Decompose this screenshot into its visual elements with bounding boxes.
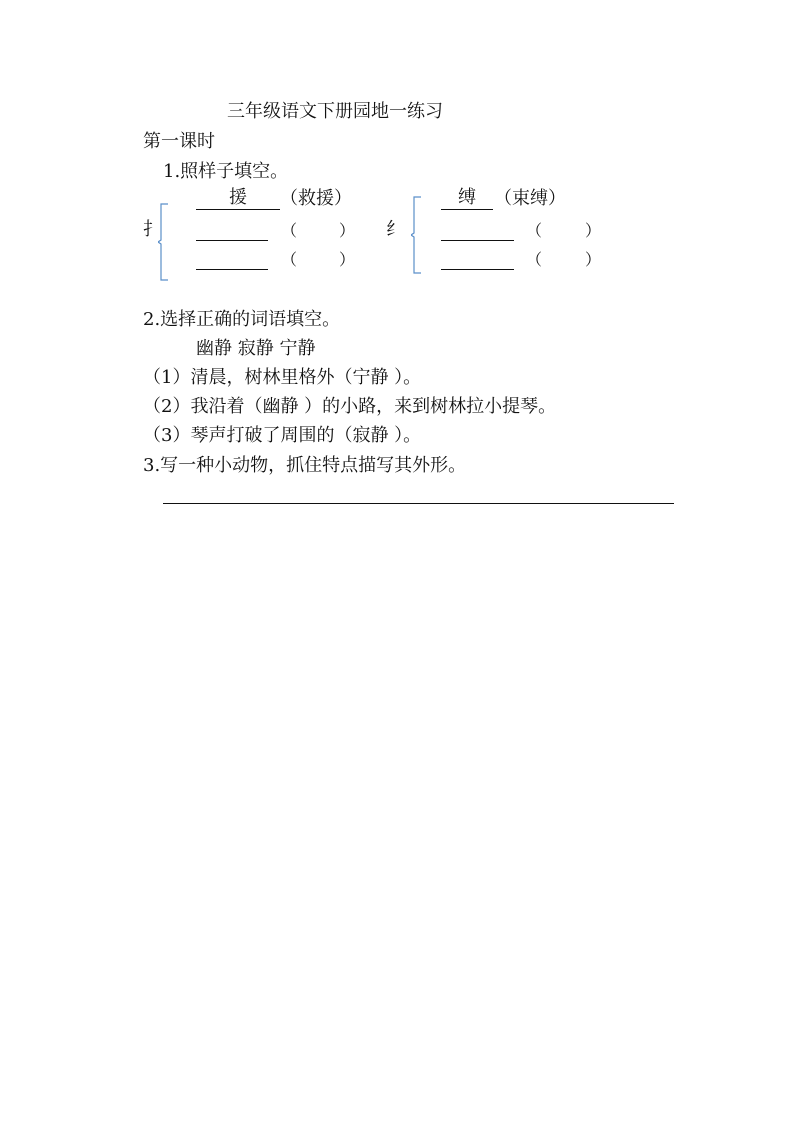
page-title: 三年级语文下册园地一练习 (227, 101, 443, 122)
fill-blank-1a[interactable] (196, 240, 268, 241)
example-word-2: （束缚） (494, 188, 566, 209)
close-paren-1a: ） (339, 221, 356, 240)
lesson-heading: 第一课时 (143, 131, 215, 152)
question-2-item-3: （3）琴声打破了周围的（寂静 ）。 (143, 425, 422, 446)
example-char-2: 缚 (458, 187, 476, 208)
radical-hand: 扌 (143, 219, 161, 240)
word-options: 幽静 寂静 宁静 (196, 338, 316, 359)
question-1-prompt: 1.照样子填空。 (163, 161, 289, 182)
left-brace-icon (411, 196, 423, 274)
question-2-prompt: 2.选择正确的词语填空。 (143, 309, 341, 330)
example-underline-2 (441, 209, 493, 210)
radical-silk: 纟 (386, 219, 404, 240)
fill-blank-2a[interactable] (441, 240, 514, 241)
open-paren-1a: （ (281, 221, 298, 240)
open-paren-2a: （ (526, 221, 543, 240)
open-paren-1b: （ (281, 250, 298, 269)
fill-blank-1b[interactable] (196, 269, 268, 270)
open-paren-2b: （ (526, 250, 543, 269)
example-underline-1 (196, 209, 280, 210)
question-2-item-1: （1）清晨，树林里格外（宁静 ）。 (143, 367, 422, 388)
example-char-1: 援 (229, 187, 247, 208)
fill-blank-2b[interactable] (441, 269, 514, 270)
answer-line[interactable] (163, 503, 674, 504)
close-paren-2b: ） (585, 250, 602, 269)
close-paren-1b: ） (339, 250, 356, 269)
close-paren-2a: ） (585, 221, 602, 240)
left-brace-icon (158, 203, 170, 281)
question-3-prompt: 3.写一种小动物，抓住特点描写其外形。 (143, 455, 467, 476)
example-word-1: （救援） (280, 188, 352, 209)
question-2-item-2: （2）我沿着（幽静 ）的小路，来到树林拉小提琴。 (143, 396, 557, 417)
